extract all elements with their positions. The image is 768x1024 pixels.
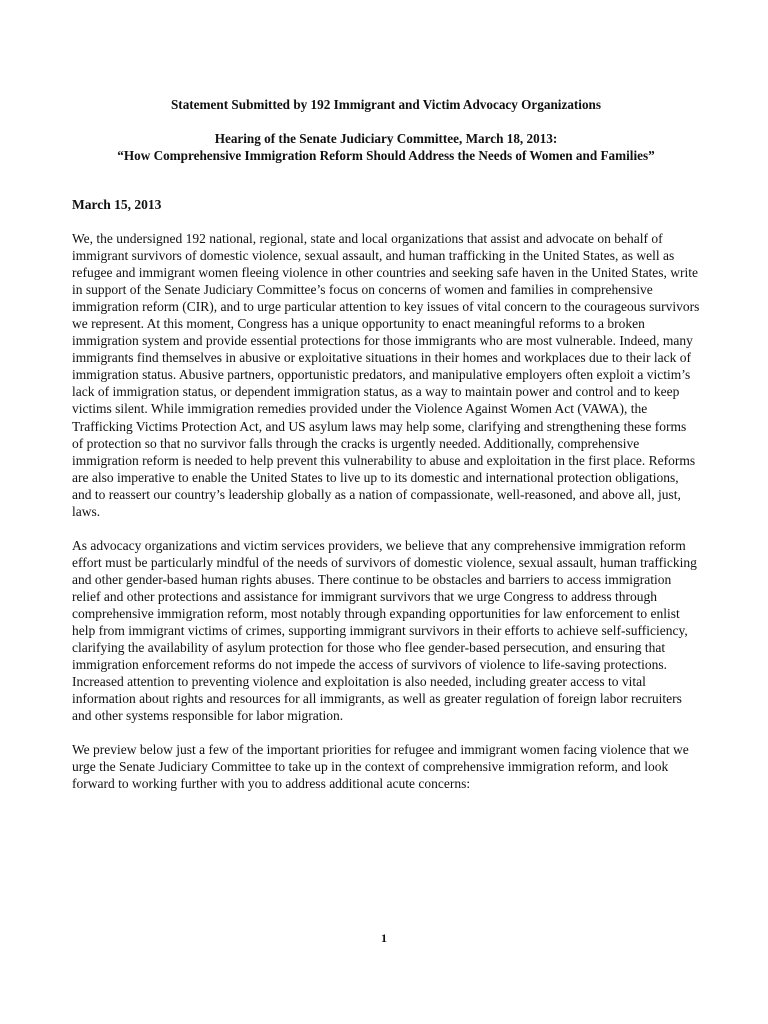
document-title: Statement Submitted by 192 Immigrant and Victim Advocacy Organizations <box>170 97 602 112</box>
paragraph-2: As advocacy organizations and victim services providers, we believe that any comprehensive immigration reform effort must be particularly mindful of the needs of survivors of domestic violence, sexual assault, human trafficking and other gender-based human rights abuses. There continue to be obstacles and barriers to access immigration relief and other protections and assistance for immigrant survivors that we urge Congress to address through comprehensive immigration reform, most notably through expanding opportunities for law enforcement to enlist help from immigrant victims of crimes, supporting immigrant survivors in their efforts to achieve self-sufficiency, clarifying the availability of asylum protection for those who flee gender-based persecution, and ensuring that immigration enforcement reforms do not impede the access of survivors of violence to life-saving protections. Increased attention to preventing violence and exploitation is also needed, including greater access to vital information about rights and resources for all immigrants, as well as greater regulation of foreign labor recruiters and other systems responsible for labor migration. <box>72 537 697 724</box>
paragraph-1: We, the undersigned 192 national, regional, state and local organizations that assist and advocate on behalf of immigrant survivors of domestic violence, sexual assault, and human trafficking in the United States, as well as refugee and immigrant women fleeing violence in other countries and seeking safe haven in the United States, write in support of the Senate Judiciary Committee’s focus on concerns of women and families in comprehensive immigration reform (CIR), and to urge particular attention to key issues of vital concern to the courageous survivors we represent. At this moment, Congress has a unique opportunity to enact meaningful reforms to a broken immigration system and provide essential protections for those immigrants who are most vulnerable. Indeed, many immigrants find themselves in abusive or exploitative situations in their homes and workplaces due to their lack of immigration status. Abusive partners, opportunistic predators, and manipulative employers often exploit a victim’s lack of immigration status, or dependent immigration status, as a way to maintain power and control and to keep victims silent. While immigration remedies provided under the Violence Against Women Act (VAWA), the Trafficking Victims Protection Act, and US asylum laws may help some, clarifying and strengthening these forms of protection so that no survivor falls through the cracks is urgently needed. Additionally, comprehensive immigration reform is needed to help prevent this vulnerability to abuse and exploitation in the first place. Reforms are also imperative to enable the United States to live up to its domestic and international protection obligations, and to reassert our country’s leadership globally as a nation of compassionate, well-reasoned, and above all, just, laws. <box>72 231 700 519</box>
document-page <box>72 96 700 809</box>
statement-date: March 15, 2013 <box>72 197 162 212</box>
hearing-subtitle: “How Comprehensive Immigration Reform Should Address the Needs of Women and Families” <box>117 148 655 163</box>
paragraph-3: We preview below just a few of the important priorities for refugee and immigrant women facing violence that we urge the Senate Judiciary Committee to take up in the context of comprehensive immigration reform, and look forward to working further with you to address additional acute concerns: <box>72 742 689 792</box>
page-number: 1 <box>381 931 387 945</box>
hearing-title: Hearing of the Senate Judiciary Committee, March 18, 2013: <box>214 131 558 146</box>
